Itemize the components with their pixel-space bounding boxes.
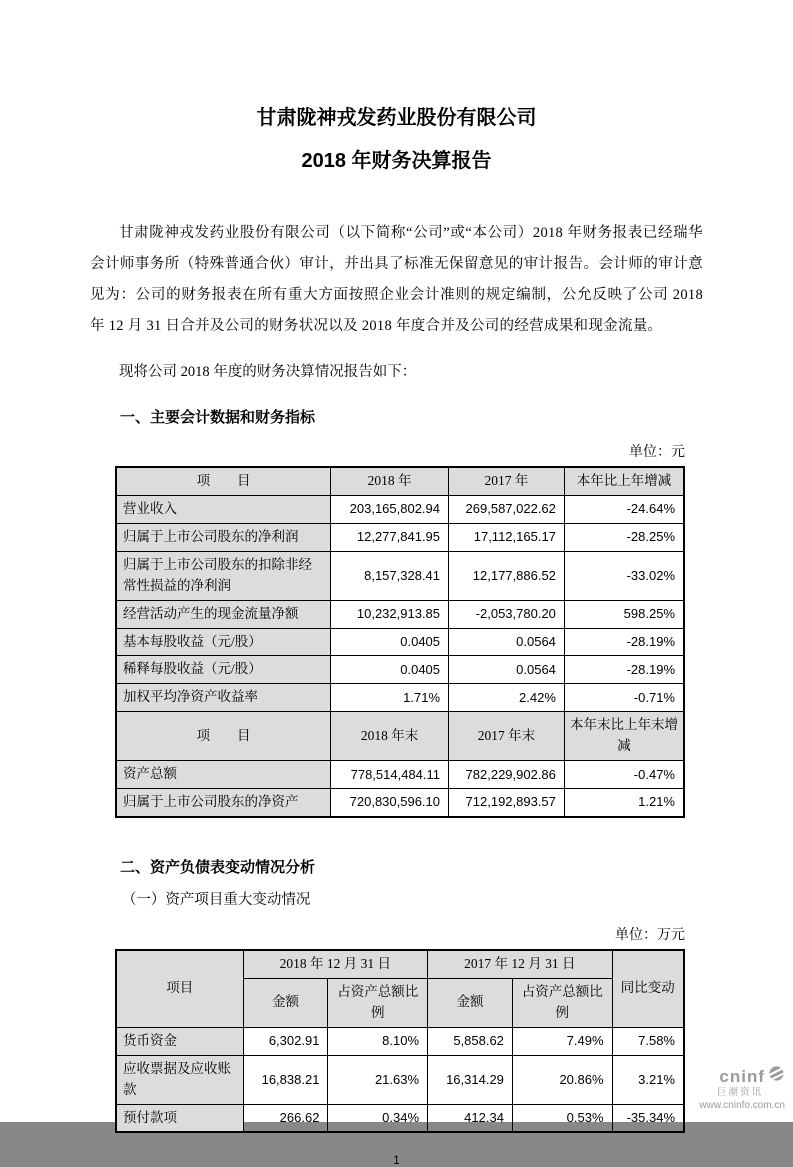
- cninf-brand-row: [699, 1065, 785, 1087]
- table-header-row-yearend: [116, 712, 684, 761]
- table-row: [116, 789, 684, 817]
- key-financial-indicators-table: [115, 466, 685, 818]
- table-row: [116, 628, 684, 656]
- cell-value: 7.49%: [512, 1027, 612, 1055]
- row-label: 货币资金: [116, 1027, 243, 1055]
- table-row: [116, 1027, 684, 1055]
- cell-value: 7.58%: [612, 1027, 684, 1055]
- cell-value: 21.63%: [328, 1055, 428, 1104]
- row-label: 归属于上市公司股东的净利润: [116, 523, 331, 551]
- cell-value: 778,514,484.11: [331, 761, 449, 789]
- row-label: 归属于上市公司股东的净资产: [116, 789, 331, 817]
- header-item: 项 目: [116, 712, 331, 761]
- table-header-row: [116, 467, 684, 495]
- table-row: [116, 761, 684, 789]
- table-row: [116, 523, 684, 551]
- cell-value: 17,112,165.17: [449, 523, 565, 551]
- header-item: 项目: [116, 950, 243, 1027]
- row-label: 稀释每股收益（元/股）: [116, 656, 331, 684]
- table-row: [116, 1104, 684, 1132]
- section2-heading: 二、资产负债表变动情况分析: [120, 858, 316, 876]
- section2-subheading: （一）资产项目重大变动情况: [121, 891, 311, 908]
- cninf-brand-text: cninf: [719, 1066, 765, 1086]
- cell-value: -28.19%: [564, 628, 684, 656]
- cell-value: 12,277,841.95: [331, 523, 449, 551]
- cell-value: 0.0405: [331, 656, 449, 684]
- header-2018: 2018 年: [331, 467, 449, 495]
- cell-value: 8,157,328.41: [331, 551, 449, 600]
- cell-value: -35.34%: [612, 1104, 684, 1132]
- header-change: 本年比上年增减: [564, 467, 684, 495]
- row-label: 营业收入: [116, 495, 331, 523]
- cell-value: -2,053,780.20: [449, 600, 565, 628]
- cell-value: 16,838.21: [243, 1055, 328, 1104]
- header-ratio-2018: 占资产总额比例: [328, 978, 428, 1027]
- cell-value: 5,858.62: [428, 1027, 513, 1055]
- cell-value: 0.0405: [331, 628, 449, 656]
- cninfo-watermark: [699, 1065, 785, 1112]
- table-row: [116, 656, 684, 684]
- header-2017: 2017 年: [449, 467, 565, 495]
- cell-value: 2.42%: [449, 684, 565, 712]
- row-label: 资产总额: [116, 761, 331, 789]
- cell-value: 1.21%: [564, 789, 684, 817]
- cell-value: 10,232,913.85: [331, 600, 449, 628]
- cell-value: 12,177,886.52: [449, 551, 565, 600]
- header-ratio-2017: 占资产总额比例: [512, 978, 612, 1027]
- row-label: 基本每股收益（元/股）: [116, 628, 331, 656]
- table-row: [116, 551, 684, 600]
- table-row: [116, 1055, 684, 1104]
- cell-value: 712,192,893.57: [449, 789, 565, 817]
- cell-value: 782,229,902.86: [449, 761, 565, 789]
- cell-value: 412.34: [428, 1104, 513, 1132]
- table-row: [116, 684, 684, 712]
- cell-value: 598.25%: [564, 600, 684, 628]
- unit-label-yuan: 单位：元: [629, 445, 685, 460]
- cell-value: 1.71%: [331, 684, 449, 712]
- cninf-logo-icon: [768, 1065, 785, 1087]
- cell-value: -33.02%: [564, 551, 684, 600]
- cell-value: 0.0564: [449, 656, 565, 684]
- cell-value: -24.64%: [564, 495, 684, 523]
- row-label: 经营活动产生的现金流量净额: [116, 600, 331, 628]
- cell-value: 16,314.29: [428, 1055, 513, 1104]
- cninf-brand-chinese: 巨潮资讯: [716, 1087, 763, 1098]
- cell-value: 6,302.91: [243, 1027, 328, 1055]
- cell-value: -28.19%: [564, 656, 684, 684]
- report-title: 2018 年财务决算报告: [301, 150, 492, 172]
- cell-value: -0.71%: [564, 684, 684, 712]
- header-2018-end: 2018 年末: [331, 712, 449, 761]
- company-title: 甘肃陇神戎发药业股份有限公司: [256, 107, 537, 129]
- header-amount-2017: 金额: [428, 978, 513, 1027]
- cell-value: 269,587,022.62: [449, 495, 565, 523]
- cell-value: 720,830,596.10: [331, 789, 449, 817]
- audit-paragraph: 甘肃陇神戎发药业股份有限公司（以下简称“公司”或“本公司）2018 年财务报表已经瑞华会计师事务所（特殊普通合伙）审计，并出具了标准无保留意见的审计报告。会计师的审计意见为：公司的财务报表在所有重大方面按照企业会计准则的规定编制，公允反映了公司 2018 年 12 月 31 日合并及公司的财务状况以及 2018 年度合并及公司的经营成果和现金流量。: [90, 225, 703, 334]
- cell-value: 0.0564: [449, 628, 565, 656]
- table-group-header-row: [116, 950, 684, 978]
- header-2017-end: 2017 年末: [449, 712, 565, 761]
- row-label: 应收票据及应收账款: [116, 1055, 243, 1104]
- row-label: 预付款项: [116, 1104, 243, 1132]
- cell-value: -0.47%: [564, 761, 684, 789]
- table-row: [116, 495, 684, 523]
- section1-heading: 一、主要会计数据和财务指标: [120, 409, 316, 426]
- asset-change-table: [115, 949, 685, 1133]
- cell-value: 0.34%: [328, 1104, 428, 1132]
- cell-value: 203,165,802.94: [331, 495, 449, 523]
- page-number: 1: [393, 1155, 400, 1167]
- header-amount-2018: 金额: [243, 978, 328, 1027]
- cell-value: 3.21%: [612, 1055, 684, 1104]
- intro-paragraph: 现将公司 2018 年度的财务决算情况报告如下：: [119, 363, 417, 380]
- cell-value: -28.25%: [564, 523, 684, 551]
- cell-value: 266.62: [243, 1104, 328, 1132]
- header-yoy-change: 同比变动: [612, 950, 684, 1027]
- unit-label-wanyuan: 单位：万元: [615, 927, 685, 943]
- cell-value: 20.86%: [512, 1055, 612, 1104]
- header-yearend-change: 本年末比上年末增减: [564, 712, 684, 761]
- row-label: 归属于上市公司股东的扣除非经常性损益的净利润: [116, 551, 331, 600]
- cninf-url: www.cninfo.com.cn: [699, 1100, 785, 1111]
- table-row: [116, 600, 684, 628]
- header-item: 项 目: [116, 467, 331, 495]
- header-group-2018: 2018 年 12 月 31 日: [243, 950, 427, 978]
- cell-value: 0.53%: [512, 1104, 612, 1132]
- header-group-2017: 2017 年 12 月 31 日: [428, 950, 612, 978]
- row-label: 加权平均净资产收益率: [116, 684, 331, 712]
- cell-value: 8.10%: [328, 1027, 428, 1055]
